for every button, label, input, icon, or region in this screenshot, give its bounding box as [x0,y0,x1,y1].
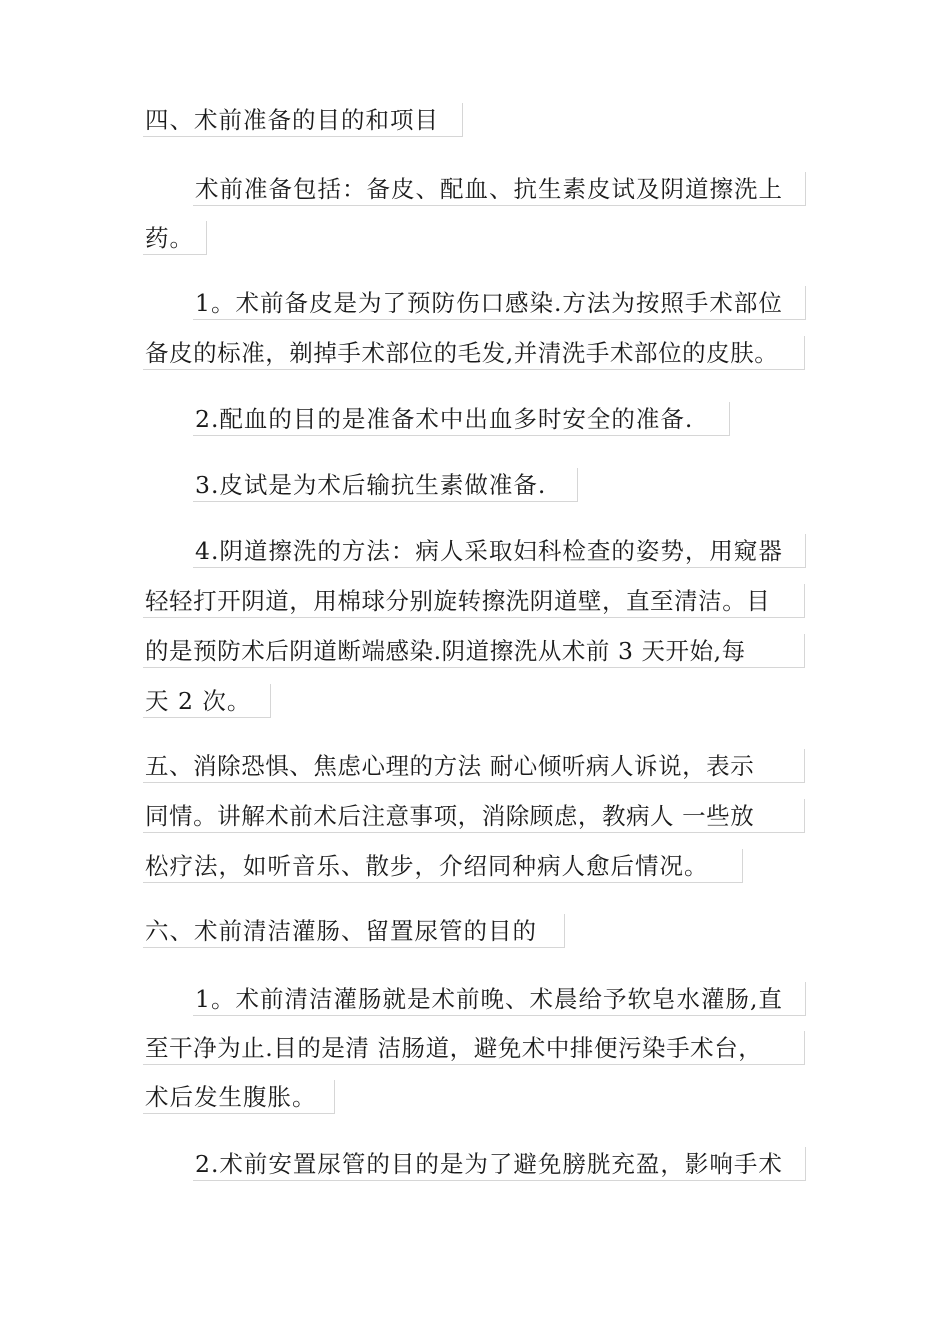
list-item-4-line: 的是预防术后阴道断端感染.阴道擦洗从术前 3 天开始,每 [143,634,805,668]
section-heading-preop-preparation: 四、术前准备的目的和项目 [143,103,463,137]
list-item-1-line: 1。术前备皮是为了预防伤口感染.方法为按照手术部位 [193,286,806,320]
list-item-1-line: 备皮的标准，剃掉手术部位的毛发,并清洗手术部位的皮肤。 [143,336,805,370]
section-heading-relieve-fear: 五、消除恐惧、焦虑心理的方法 耐心倾听病人诉说，表示 [143,749,805,783]
list-item-enema-line: 至干净为止.目的是清 洁肠道，避免术中排便污染手术台， [143,1031,805,1065]
list-item-2-line: 2.配血的目的是准备术中出血多时安全的准备. [193,402,730,436]
paragraph-line: 药。 [143,221,207,255]
list-item-4-line: 轻轻打开阴道，用棉球分别旋转擦洗阴道壁，直至清洁。目 [143,584,805,618]
paragraph-line: 同情。讲解术前术后注意事项，消除顾虑，教病人 一些放 [143,799,805,833]
list-item-catheter-line: 2.术前安置尿管的目的是为了避免膀胱充盈，影响手术 [193,1147,806,1181]
paragraph-line: 术前准备包括：备皮、配血、抗生素皮试及阴道擦洗上 [193,172,806,206]
list-item-enema-line: 术后发生腹胀。 [143,1080,335,1114]
section-heading-enema-catheter: 六、术前清洁灌肠、留置尿管的目的 [143,914,565,948]
list-item-3-line: 3.皮试是为术后输抗生素做准备. [193,468,578,502]
list-item-4-line: 4.阴道擦洗的方法：病人采取妇科检查的姿势，用窥器 [193,534,806,568]
list-item-enema-line: 1。术前清洁灌肠就是术前晚、术晨给予软皂水灌肠,直 [193,982,806,1016]
list-item-4-line: 天 2 次。 [143,684,271,718]
paragraph-line: 松疗法，如听音乐、散步，介绍同种病人愈后情况。 [143,849,743,883]
